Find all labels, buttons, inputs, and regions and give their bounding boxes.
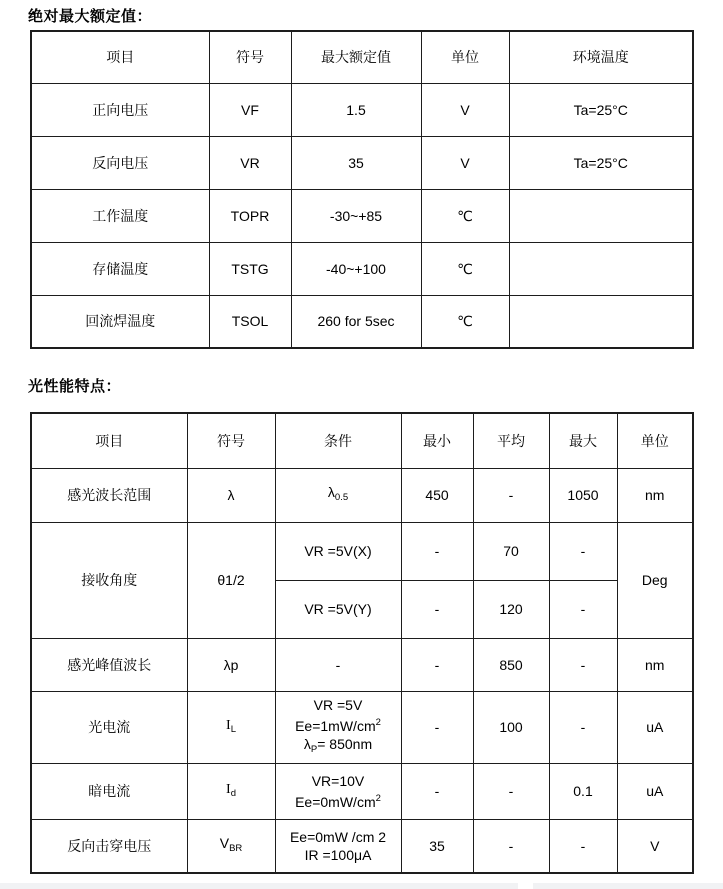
table-cell: λp [187,638,275,691]
table-row [31,136,693,189]
table-cell: VR =5V(Y) [275,580,401,638]
table-cell: 反向击穿电压 [31,819,187,873]
table-cell: - [275,638,401,691]
table-cell: 120 [473,580,549,638]
table-cell: VR =5V $Ee=1mW/cm^2$ $\lambda_P= 850nm$ [275,691,401,763]
table-cell: uA [617,691,693,763]
column-header: 项目 [31,31,209,83]
table-cell: - [549,691,617,763]
table-cell: - [401,522,473,580]
table-cell: Ta=25°C [509,83,693,136]
table-row [31,819,693,873]
table-cell: V [617,819,693,873]
table-cell: $\lambda_{0.5}$ [275,468,401,522]
table-header [31,31,693,83]
table-cell: 光电流 [31,691,187,763]
table-cell: 35 [291,136,421,189]
table-cell: - [549,638,617,691]
table-cell: $V_{BR}$ [187,819,275,873]
table-row [31,83,693,136]
table-row [31,638,693,691]
column-header: 最大额定值 [291,31,421,83]
table-row [31,691,693,763]
table-cell: 感光峰值波长 [31,638,187,691]
table-header [31,413,693,468]
table-cell: - [473,763,549,819]
table-cell: - [401,638,473,691]
optical-characteristics-title: 光性能特点： [28,378,122,395]
table-cell: - [473,819,549,873]
table-cell: 接收角度 [31,522,187,638]
table-cell: ℃ [421,189,509,242]
column-header: 最小 [401,413,473,468]
table-cell: ℃ [421,242,509,295]
table-cell: $I_L$ [187,691,275,763]
table-cell: TSTG [209,242,291,295]
table-cell: -30~+85 [291,189,421,242]
table-cell: 260 for 5sec [291,295,421,348]
table-cell: 1050 [549,468,617,522]
table-cell: 工作温度 [31,189,209,242]
table-cell: 450 [401,468,473,522]
table-cell: VR=10V $Ee=0mW/cm^2$ [275,763,401,819]
table-cell: uA [617,763,693,819]
column-header: 最大 [549,413,617,468]
table-cell [509,295,693,348]
table-cell: - [401,691,473,763]
table-cell: V [421,83,509,136]
table-cell: 反向电压 [31,136,209,189]
table-cell: 感光波长范围 [31,468,187,522]
next-page-fragment-left [0,883,518,889]
table-cell: λ [187,468,275,522]
absolute-max-ratings-title: 绝对最大额定值： [28,8,153,25]
table-cell: 1.5 [291,83,421,136]
table-cell: Deg [617,522,693,638]
table-cell: -40~+100 [291,242,421,295]
absolute-max-ratings-table [30,30,694,349]
table-cell: - [549,522,617,580]
column-header: 项目 [31,413,187,468]
table-cell: TSOL [209,295,291,348]
table-row [31,468,693,522]
table-cell: - [473,468,549,522]
table-cell: - [401,763,473,819]
table-cell: 正向电压 [31,83,209,136]
table-row [31,522,693,580]
table-cell: 暗电流 [31,763,187,819]
table-cell: 35 [401,819,473,873]
table-cell: $I_d$ [187,763,275,819]
table-cell: Ee=0mW /cm 2 IR =100μA [275,819,401,873]
table-cell: - [549,819,617,873]
table-cell: 回流焊温度 [31,295,209,348]
table-cell: ℃ [421,295,509,348]
table-row [31,242,693,295]
table-cell: 存储温度 [31,242,209,295]
table-cell: V [421,136,509,189]
table-cell: Ta=25°C [509,136,693,189]
column-header: 符号 [209,31,291,83]
table-cell: 0.1 [549,763,617,819]
table-cell: 100 [473,691,549,763]
table-cell: - [401,580,473,638]
table-cell: 850 [473,638,549,691]
table-cell [509,189,693,242]
column-header: 符号 [187,413,275,468]
table-cell: 70 [473,522,549,580]
table-cell: nm [617,468,693,522]
column-header: 条件 [275,413,401,468]
table-cell [509,242,693,295]
table-cell: θ1/2 [187,522,275,638]
column-header: 单位 [617,413,693,468]
column-header: 环境温度 [509,31,693,83]
table-cell: - [549,580,617,638]
table-cell: VR [209,136,291,189]
next-page-fragment-right [533,883,723,889]
column-header: 单位 [421,31,509,83]
column-header: 平均 [473,413,549,468]
table-body [31,83,693,348]
table-body [31,468,693,873]
table-row [31,295,693,348]
table-cell: VR =5V(X) [275,522,401,580]
table-row [31,189,693,242]
optical-characteristics-table [30,412,694,874]
table-row [31,763,693,819]
table-cell: nm [617,638,693,691]
table-cell: VF [209,83,291,136]
table-cell: TOPR [209,189,291,242]
